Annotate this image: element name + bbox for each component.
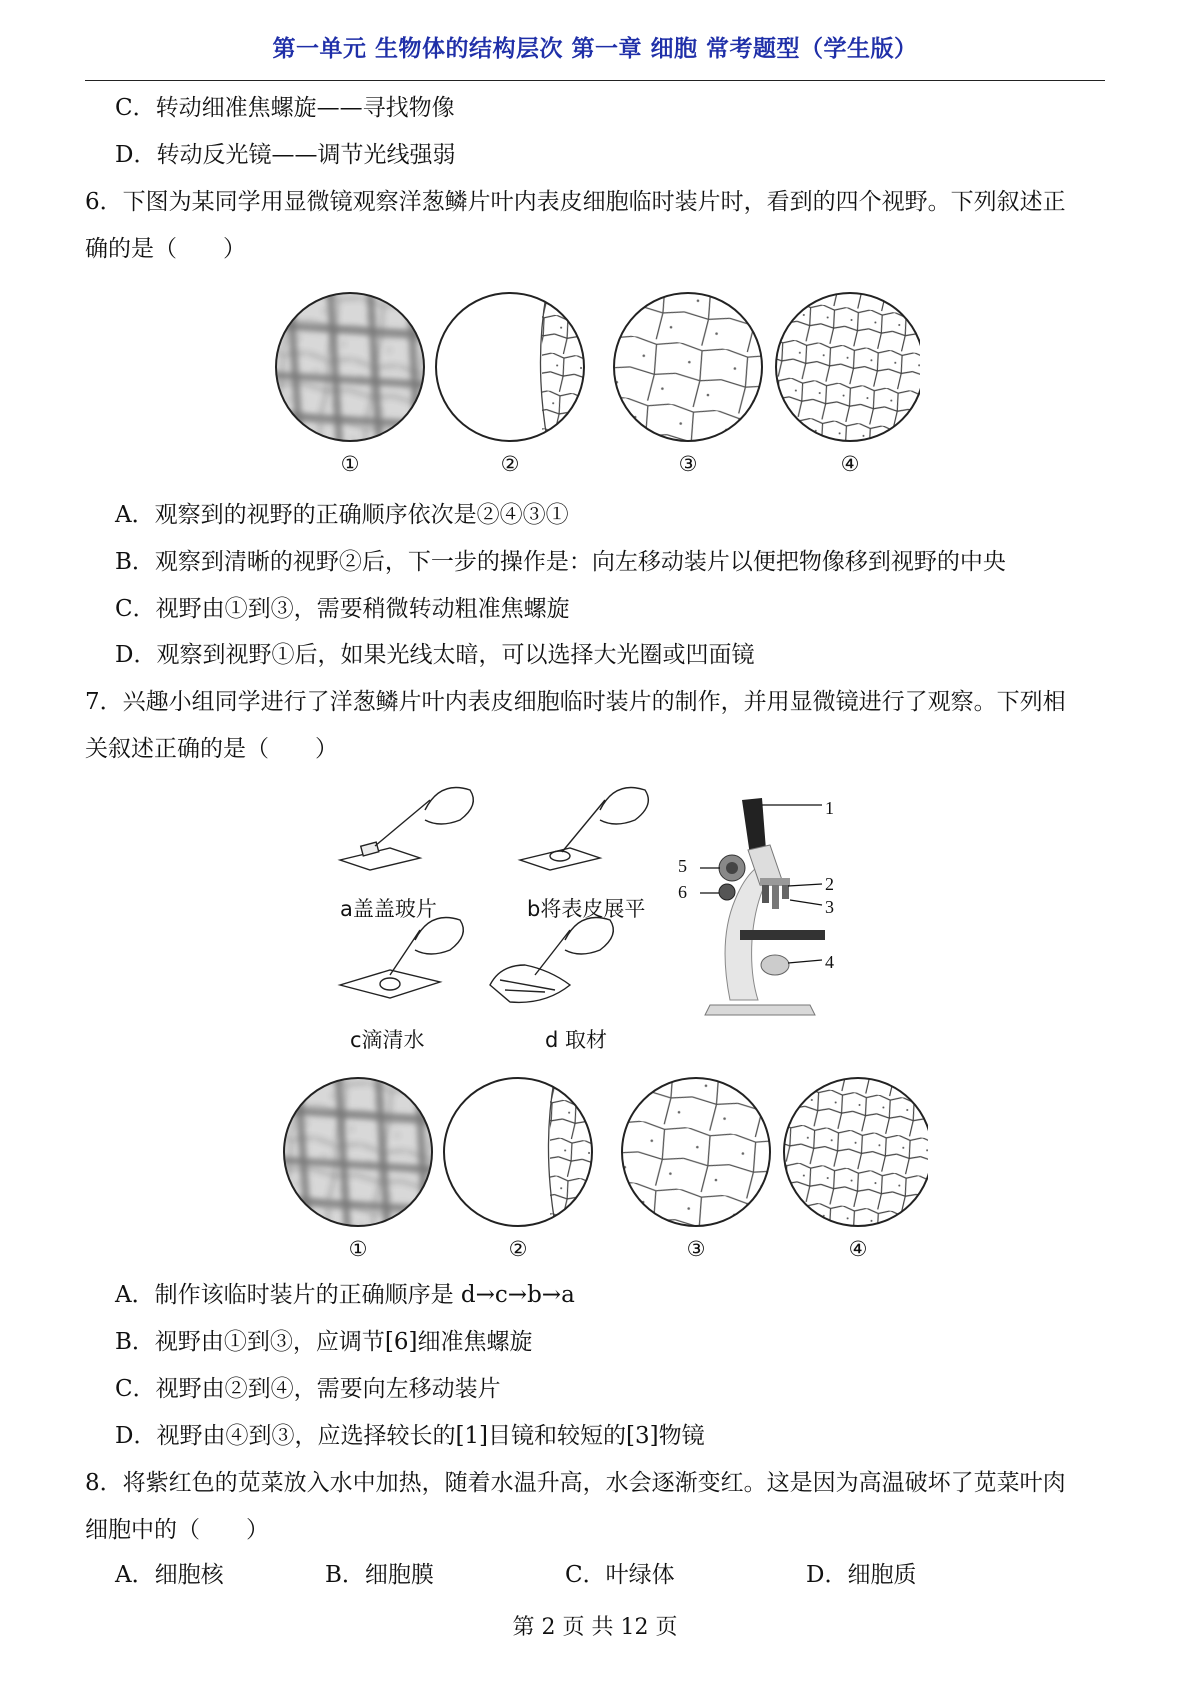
q7-field-1-blurry: [278, 1070, 438, 1240]
q6-fig-label-2: ②: [500, 452, 520, 476]
q6-stem-line1: 6．下图为某同学用显微镜观察洋葱鳞片叶内表皮细胞临时装片时，看到的四个视野。下列叙述正: [85, 189, 1066, 215]
q7-option-c: C．视野由②到④，需要向左移动装片: [115, 1376, 501, 1402]
q7-fig-label-4: ④: [848, 1237, 868, 1261]
q7-field-2-edge-cells: [444, 1070, 604, 1240]
microscope-diagram: [700, 790, 840, 1020]
q6-fig-label-3: ③: [678, 452, 698, 476]
step-caption-d: d 取材: [545, 1028, 608, 1052]
q6-fig-label-4: ④: [840, 452, 860, 476]
q6-fig-label-1: ①: [340, 452, 360, 476]
field-1-blurry: [270, 285, 430, 455]
q6-stem-line2: 确的是（ ）: [85, 236, 246, 262]
q7-stem-line2: 关叙述正确的是（ ）: [85, 736, 338, 762]
microscope-label-4: 4: [825, 952, 834, 972]
q6-option-d: D．观察到视野①后，如果光线太暗，可以选择大光圈或凹面镜: [115, 642, 755, 668]
q7-fig-label-1: ①: [348, 1237, 368, 1261]
q7-option-d: D．视野由④到③，应选择较长的[1]目镜和较短的[3]物镜: [115, 1423, 705, 1449]
microscope-label-2: 2: [825, 874, 834, 894]
q8-stem-line1: 8．将紫红色的苋菜放入水中加热，随着水温升高，水会逐渐变红。这是因为高温破坏了苋菜叶肉: [85, 1470, 1066, 1496]
q5-option-c: C．转动细准焦螺旋——寻找物像: [115, 95, 455, 121]
q6-option-c: C．视野由①到③，需要稍微转动粗准焦螺旋: [115, 596, 570, 622]
q7-fig-label-2: ②: [508, 1237, 528, 1261]
microscope-label-5: 5: [678, 856, 687, 876]
field-3-large-cells: [610, 285, 770, 455]
step-caption-b: b将表皮展平: [527, 897, 646, 921]
q7-fig-label-3: ③: [686, 1237, 706, 1261]
q7-option-a: A．制作该临时装片的正确顺序是 d→c→b→a: [115, 1282, 575, 1308]
q8-stem-line2: 细胞中的（ ）: [85, 1517, 269, 1543]
step-caption-a: a盖盖玻片: [340, 897, 437, 921]
q8-option-a: A．细胞核: [115, 1562, 224, 1588]
q8-option-c: C．叶绿体: [565, 1562, 675, 1588]
q6-option-b: B．观察到清晰的视野②后，下一步的操作是：向左移动装片以便把物像移到视野的中央: [115, 549, 1006, 575]
q7-stem-line1: 7．兴趣小组同学进行了洋葱鳞片叶内表皮细胞临时装片的制作，并用显微镜进行了观察。下列相: [85, 689, 1066, 715]
q7-option-b: B．视野由①到③，应调节[6]细准焦螺旋: [115, 1329, 533, 1355]
q5-option-d: D．转动反光镜——调节光线强弱: [115, 142, 456, 168]
microscope-label-3: 3: [825, 897, 834, 917]
step-caption-c: c滴清水: [350, 1028, 425, 1052]
q8-option-d: D．细胞质: [806, 1562, 917, 1588]
page-header-title: 第一单元 生物体的结构层次 第一章 细胞 常考题型（学生版）: [272, 36, 918, 62]
q7-microscope-fields-figure: [278, 1070, 928, 1250]
microscope-label-1: 1: [825, 798, 834, 818]
field-2-edge-cells: [436, 285, 596, 455]
q7-field-3-large-cells: [618, 1070, 778, 1240]
header-divider: [85, 80, 1105, 81]
microscope-label-6: 6: [678, 882, 687, 902]
q6-option-a: A．观察到的视野的正确顺序依次是②④③①: [115, 502, 569, 528]
q8-option-b: B．细胞膜: [325, 1562, 434, 1588]
page-footer: 第 2 页 共 12 页: [512, 1615, 678, 1640]
